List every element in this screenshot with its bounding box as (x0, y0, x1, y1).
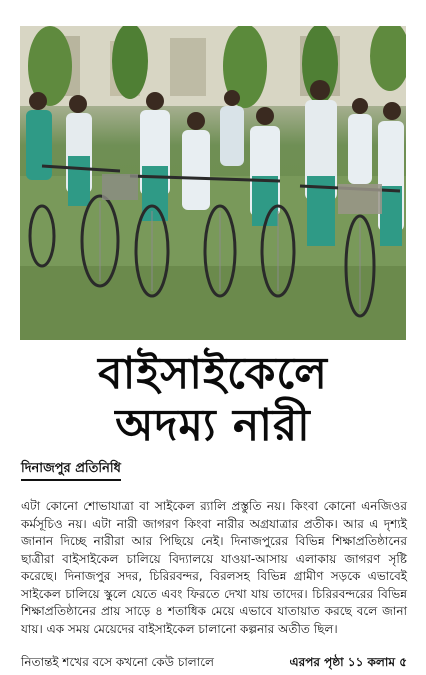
headline-line-2: অদম্য নারী (115, 400, 311, 451)
jump-line[interactable]: এরপর পৃষ্ঠা ১১ কলাম ৫ (289, 655, 407, 669)
byline: দিনাজপুর প্রতিনিধি (21, 460, 121, 481)
newspaper-clipping (13, 12, 413, 669)
news-photo (20, 26, 406, 340)
headline (13, 348, 413, 452)
article-body (21, 498, 407, 638)
photo-schoolgirls-bicycles (20, 26, 406, 340)
body-continuation: নিতান্তই শখের বসে কখনো কেউ চালালে (21, 655, 214, 669)
body-text: এটা কোনো শোভাযাত্রা বা সাইকেল র‌্যালি প্রস্তুতি নয়। কিংবা কোনো এনজিওর কর্মসূচিও নয়। এটা নারী জাগরণ কিংবা নারীর অগ্রযাত্রার প্রতীক। আর এ দৃশ্যই জানান দিচ্ছে নারীরা আর পিছিয়ে নেই। দিনাজপুরের বিভিন্ন শিক্ষাপ্রতিষ্ঠানের ছাত্রীরা বাইসাইকেল চালিয়ে বিদ্যালয়ে যাওয়া-আসায় এলাকায় জাগরণ সৃষ্টি করেছে। দিনাজপুর সদর, চিরিরবন্দর, বিরলসহ বিভিন্ন গ্রামীণ সড়কে এভাবেই সাইকেল চালিয়ে স্কুলে যেতে এবং ফিরতে দেখা যায় তাদের। চিরিরবন্দরের বিভিন্ন শিক্ষাপ্রতিষ্ঠানের প্রায় সাড়ে ৪ শতাধিক মেয়ে এভাবে যাতায়াত করছে বলে জানা যায়। এক সময় মেয়েদের বাইসাইকেল চালানো কল্পনার অতীত ছিল। (21, 499, 407, 636)
headline-line-1: বাইসাইকেলে (98, 348, 328, 399)
